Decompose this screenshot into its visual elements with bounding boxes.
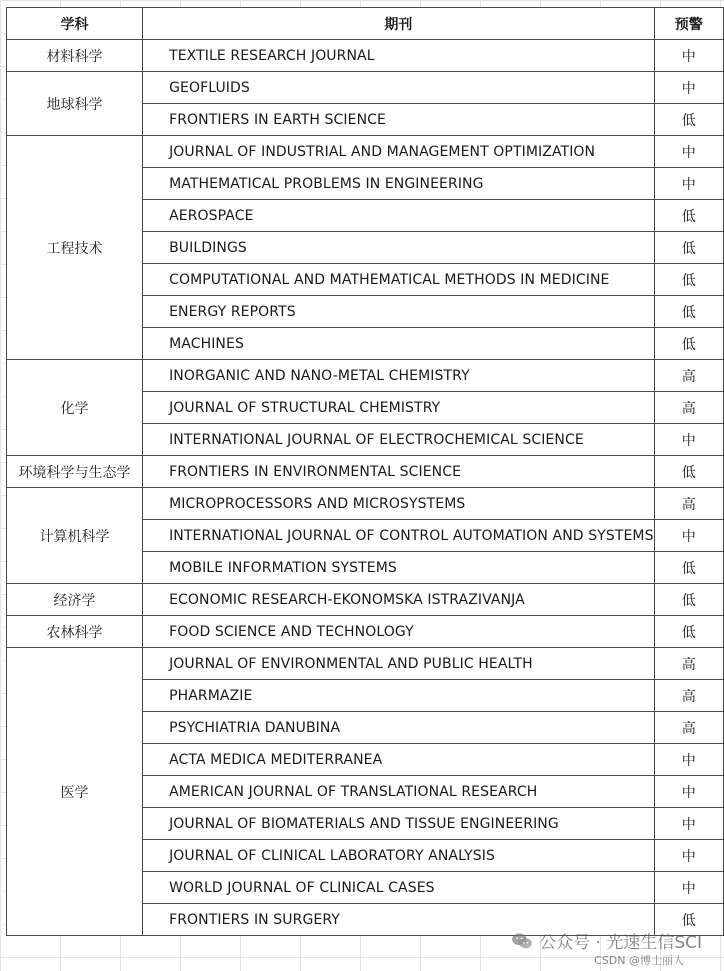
warning-cell: 低 xyxy=(654,232,723,264)
warning-cell: 低 xyxy=(654,264,723,296)
journal-cell: JOURNAL OF INDUSTRIAL AND MANAGEMENT OPTIMIZATION xyxy=(143,136,655,168)
table-row xyxy=(7,40,724,72)
warning-cell: 高 xyxy=(654,712,723,744)
journal-cell: FOOD SCIENCE AND TECHNOLOGY xyxy=(143,616,655,648)
journal-cell: PSYCHIATRIA DANUBINA xyxy=(143,712,655,744)
journal-cell: INORGANIC AND NANO-METAL CHEMISTRY xyxy=(143,360,655,392)
journal-cell: AEROSPACE xyxy=(143,200,655,232)
warning-cell: 高 xyxy=(654,360,723,392)
journal-cell: MICROPROCESSORS AND MICROSYSTEMS xyxy=(143,488,655,520)
subject-cell: 计算机科学 xyxy=(7,488,143,584)
warning-cell: 中 xyxy=(654,168,723,200)
warning-cell: 中 xyxy=(654,136,723,168)
watermark-text: 公众号 · 光速生信SCI xyxy=(539,933,702,953)
subject-cell: 农林科学 xyxy=(7,616,143,648)
journal-cell: ENERGY REPORTS xyxy=(143,296,655,328)
journal-cell: FRONTIERS IN SURGERY xyxy=(143,904,655,936)
journal-cell: TEXTILE RESEARCH JOURNAL xyxy=(143,40,655,72)
warning-cell: 低 xyxy=(654,616,723,648)
journal-cell: JOURNAL OF ENVIRONMENTAL AND PUBLIC HEALTH xyxy=(143,648,655,680)
journal-cell: COMPUTATIONAL AND MATHEMATICAL METHODS IN MEDICINE xyxy=(143,264,655,296)
table-body xyxy=(7,40,724,936)
warning-cell: 中 xyxy=(654,840,723,872)
subject-cell: 地球科学 xyxy=(7,72,143,136)
journal-cell: FRONTIERS IN EARTH SCIENCE xyxy=(143,104,655,136)
journal-cell: JOURNAL OF STRUCTURAL CHEMISTRY xyxy=(143,392,655,424)
warning-cell: 低 xyxy=(654,904,723,936)
table-row xyxy=(7,584,724,616)
warning-cell: 高 xyxy=(654,488,723,520)
journal-cell: WORLD JOURNAL OF CLINICAL CASES xyxy=(143,872,655,904)
journal-cell: FRONTIERS IN ENVIRONMENTAL SCIENCE xyxy=(143,456,655,488)
warning-cell: 低 xyxy=(654,296,723,328)
table-row xyxy=(7,456,724,488)
journal-warning-table xyxy=(6,7,724,936)
table-row xyxy=(7,136,724,168)
subject-cell: 医学 xyxy=(7,648,143,936)
csdn-watermark: CSDN @博士丽人 xyxy=(594,954,684,967)
warning-cell: 中 xyxy=(654,872,723,904)
warning-cell: 中 xyxy=(654,40,723,72)
journal-cell: MACHINES xyxy=(143,328,655,360)
warning-cell: 高 xyxy=(654,648,723,680)
warning-cell: 低 xyxy=(654,328,723,360)
warning-cell: 高 xyxy=(654,680,723,712)
table-row xyxy=(7,648,724,680)
journal-cell: PHARMAZIE xyxy=(143,680,655,712)
warning-cell: 高 xyxy=(654,392,723,424)
journal-cell: MATHEMATICAL PROBLEMS IN ENGINEERING xyxy=(143,168,655,200)
journal-cell: ACTA MEDICA MEDITERRANEA xyxy=(143,744,655,776)
journal-cell: JOURNAL OF BIOMATERIALS AND TISSUE ENGINEERING xyxy=(143,808,655,840)
journal-cell: JOURNAL OF CLINICAL LABORATORY ANALYSIS xyxy=(143,840,655,872)
journal-cell: INTERNATIONAL JOURNAL OF CONTROL AUTOMATION AND SYSTEMS xyxy=(143,520,655,552)
table-row xyxy=(7,488,724,520)
journal-cell: BUILDINGS xyxy=(143,232,655,264)
subject-cell: 材料科学 xyxy=(7,40,143,72)
warning-cell: 中 xyxy=(654,808,723,840)
watermark xyxy=(511,928,702,953)
warning-cell: 低 xyxy=(654,200,723,232)
journal-cell: MOBILE INFORMATION SYSTEMS xyxy=(143,552,655,584)
wechat-icon xyxy=(511,932,533,950)
header-warning: 预警 xyxy=(654,8,723,40)
table-row xyxy=(7,72,724,104)
warning-cell: 低 xyxy=(654,584,723,616)
subject-cell: 环境科学与生态学 xyxy=(7,456,143,488)
warning-cell: 中 xyxy=(654,744,723,776)
subject-cell: 工程技术 xyxy=(7,136,143,360)
subject-cell: 经济学 xyxy=(7,584,143,616)
journal-cell: INTERNATIONAL JOURNAL OF ELECTROCHEMICAL SCIENCE xyxy=(143,424,655,456)
header-subject: 学科 xyxy=(7,8,143,40)
warning-cell: 低 xyxy=(654,456,723,488)
journal-cell: GEOFLUIDS xyxy=(143,72,655,104)
table-row xyxy=(7,360,724,392)
journal-cell: AMERICAN JOURNAL OF TRANSLATIONAL RESEARCH xyxy=(143,776,655,808)
warning-cell: 中 xyxy=(654,72,723,104)
header-journal: 期刊 xyxy=(143,8,655,40)
warning-cell: 低 xyxy=(654,552,723,584)
warning-cell: 低 xyxy=(654,104,723,136)
table-row xyxy=(7,616,724,648)
warning-cell: 中 xyxy=(654,424,723,456)
header-row xyxy=(7,8,724,40)
warning-cell: 中 xyxy=(654,520,723,552)
subject-cell: 化学 xyxy=(7,360,143,456)
warning-cell: 中 xyxy=(654,776,723,808)
journal-cell: ECONOMIC RESEARCH-EKONOMSKA ISTRAZIVANJA xyxy=(143,584,655,616)
